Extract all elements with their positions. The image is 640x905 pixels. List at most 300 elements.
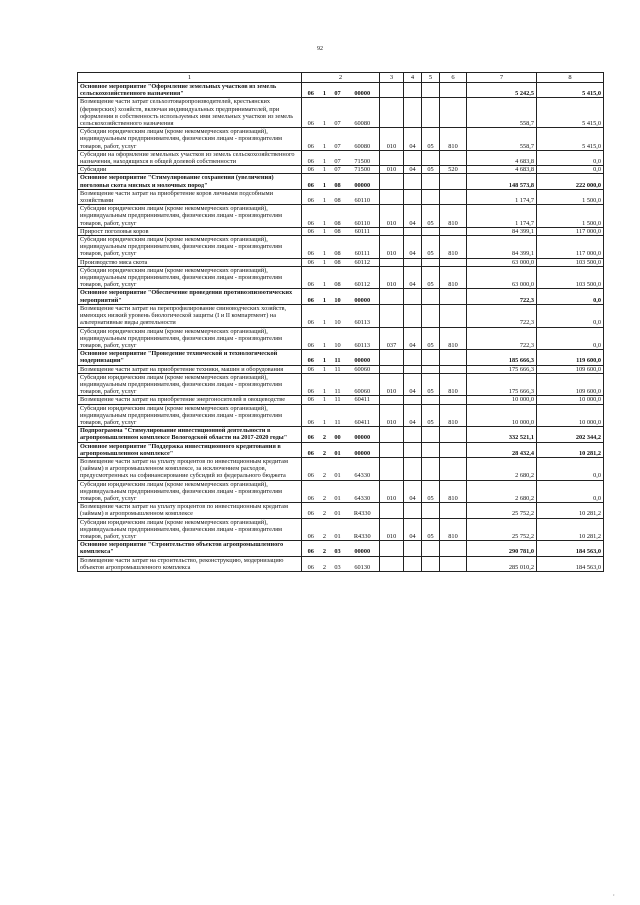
header-row xyxy=(78,73,604,83)
table-row xyxy=(78,266,604,289)
header-cell-8: 8 xyxy=(537,73,604,83)
row-name: Субсидии xyxy=(78,166,302,174)
row-name: Возмещение части затрат на приобретение энергоносителей в овощеводстве xyxy=(78,396,302,404)
expense-type-code xyxy=(380,427,404,442)
subprogram-code: 1 xyxy=(320,205,330,228)
section-code xyxy=(404,457,422,480)
subprogram-code: 2 xyxy=(320,503,330,518)
kosgu-code: 810 xyxy=(440,205,467,228)
program-code: 06 xyxy=(302,166,320,174)
table-row xyxy=(78,289,604,304)
row-name: Производство мяса скота xyxy=(78,258,302,266)
subprogram-code: 1 xyxy=(320,327,330,350)
subsection-code xyxy=(422,83,440,98)
kosgu-code: 810 xyxy=(440,373,467,396)
table-row xyxy=(78,442,604,457)
amount-col8: 10 281,2 xyxy=(537,503,604,518)
kosgu-code xyxy=(440,189,467,204)
expense-type-code xyxy=(380,457,404,480)
amount-col8: 0,0 xyxy=(537,480,604,503)
amount-col7: 25 752,2 xyxy=(467,503,537,518)
row-name: Возмещение части затрат на уплату процентов по инвестиционным кредитам (займам) в агропромышленном комплексе xyxy=(78,503,302,518)
row-name: Субсидии юридическим лицам (кроме некоммерческих организаций), индивидуальным предпринимателям, физическим лицам - производителям товаров, работ, услуг xyxy=(78,373,302,396)
expense-type-code xyxy=(380,174,404,189)
amount-col7: 4 683,8 xyxy=(467,166,537,174)
target-article-code: 00000 xyxy=(346,350,380,365)
target-article-code: 00000 xyxy=(346,174,380,189)
target-article-code: 60110 xyxy=(346,205,380,228)
table-row xyxy=(78,427,604,442)
amount-col7: 4 683,8 xyxy=(467,150,537,165)
kosgu-code xyxy=(440,503,467,518)
amount-col7: 63 000,0 xyxy=(467,266,537,289)
section-code xyxy=(404,150,422,165)
kosgu-code xyxy=(440,556,467,571)
table-row xyxy=(78,150,604,165)
kosgu-code xyxy=(440,541,467,556)
kosgu-code xyxy=(440,304,467,327)
event-code: 07 xyxy=(330,166,346,174)
section-code xyxy=(404,227,422,235)
subsection-code xyxy=(422,442,440,457)
event-code: 10 xyxy=(330,327,346,350)
expense-type-code: 010 xyxy=(380,373,404,396)
kosgu-code: 810 xyxy=(440,266,467,289)
amount-col7: 25 752,2 xyxy=(467,518,537,541)
row-name: Субсидии юридическим лицам (кроме некоммерческих организаций), индивидуальным предпринимателям, физическим лицам - производителям товаров, работ, услуг xyxy=(78,205,302,228)
expense-type-code xyxy=(380,365,404,373)
subprogram-code: 1 xyxy=(320,365,330,373)
program-code: 06 xyxy=(302,150,320,165)
event-code: 11 xyxy=(330,350,346,365)
subprogram-code: 2 xyxy=(320,442,330,457)
section-code: 04 xyxy=(404,266,422,289)
subsection-code: 05 xyxy=(422,236,440,259)
subsection-code xyxy=(422,365,440,373)
section-code xyxy=(404,350,422,365)
subsection-code: 05 xyxy=(422,404,440,427)
kosgu-code xyxy=(440,227,467,235)
target-article-code: R4330 xyxy=(346,518,380,541)
program-code: 06 xyxy=(302,396,320,404)
header-cell-3: 3 xyxy=(380,73,404,83)
kosgu-code xyxy=(440,427,467,442)
subprogram-code: 1 xyxy=(320,166,330,174)
table-row xyxy=(78,98,604,128)
subprogram-code: 1 xyxy=(320,304,330,327)
amount-col7: 558,7 xyxy=(467,128,537,151)
amount-col8: 103 500,0 xyxy=(537,266,604,289)
target-article-code: 00000 xyxy=(346,541,380,556)
table-row xyxy=(78,457,604,480)
table-row xyxy=(78,480,604,503)
target-article-code: 60411 xyxy=(346,404,380,427)
section-code xyxy=(404,556,422,571)
amount-col8: 109 600,0 xyxy=(537,373,604,396)
subsection-code xyxy=(422,189,440,204)
expense-type-code: 010 xyxy=(380,128,404,151)
row-name: Субсидии на оформление земельных участков из земель сельскохозяйственного назначения, находящихся в общей долевой собственности xyxy=(78,150,302,165)
amount-col8: 202 344,2 xyxy=(537,427,604,442)
subsection-code xyxy=(422,227,440,235)
subprogram-code: 1 xyxy=(320,227,330,235)
event-code: 03 xyxy=(330,541,346,556)
event-code: 08 xyxy=(330,227,346,235)
table-row xyxy=(78,503,604,518)
page-edge-mark: ‚ xyxy=(613,892,615,897)
event-code: 08 xyxy=(330,189,346,204)
target-article-code: 60060 xyxy=(346,373,380,396)
subsection-code xyxy=(422,427,440,442)
table-row xyxy=(78,83,604,98)
section-code xyxy=(404,258,422,266)
event-code: 07 xyxy=(330,150,346,165)
row-name: Основное мероприятие "Оформление земельных участков из земель сельскохозяйственного назначения" xyxy=(78,83,302,98)
amount-col8: 10 281,2 xyxy=(537,518,604,541)
section-code xyxy=(404,427,422,442)
expense-type-code xyxy=(380,396,404,404)
amount-col7: 332 521,1 xyxy=(467,427,537,442)
subprogram-code: 1 xyxy=(320,236,330,259)
kosgu-code xyxy=(440,442,467,457)
event-code: 08 xyxy=(330,258,346,266)
section-code xyxy=(404,396,422,404)
amount-col8: 117 000,0 xyxy=(537,227,604,235)
subsection-code xyxy=(422,541,440,556)
row-name: Возмещение части затрат на строительство, реконструкцию, модернизацию объектов агропромышленного комплекса xyxy=(78,556,302,571)
amount-col8: 1 500,0 xyxy=(537,205,604,228)
subsection-code xyxy=(422,98,440,128)
event-code: 00 xyxy=(330,427,346,442)
row-name: Субсидии юридическим лицам (кроме некоммерческих организаций), индивидуальным предпринимателям, физическим лицам - производителям товаров, работ, услуг xyxy=(78,236,302,259)
subprogram-code: 1 xyxy=(320,98,330,128)
program-code: 06 xyxy=(302,189,320,204)
kosgu-code xyxy=(440,350,467,365)
target-article-code: 60130 xyxy=(346,556,380,571)
program-code: 06 xyxy=(302,442,320,457)
table-row xyxy=(78,174,604,189)
event-code: 01 xyxy=(330,457,346,480)
table-row xyxy=(78,396,604,404)
subprogram-code: 1 xyxy=(320,128,330,151)
subsection-code: 05 xyxy=(422,266,440,289)
table-row xyxy=(78,166,604,174)
subprogram-code: 1 xyxy=(320,189,330,204)
subsection-code: 05 xyxy=(422,205,440,228)
section-code: 04 xyxy=(404,327,422,350)
program-code: 06 xyxy=(302,128,320,151)
program-code: 06 xyxy=(302,258,320,266)
subprogram-code: 1 xyxy=(320,373,330,396)
target-article-code: 64330 xyxy=(346,480,380,503)
program-code: 06 xyxy=(302,266,320,289)
amount-col8: 0,0 xyxy=(537,150,604,165)
amount-col8: 5 415,0 xyxy=(537,128,604,151)
program-code: 06 xyxy=(302,373,320,396)
event-code: 11 xyxy=(330,373,346,396)
kosgu-code: 810 xyxy=(440,236,467,259)
target-article-code: 00000 xyxy=(346,289,380,304)
header-cell-2: 2 xyxy=(302,73,380,83)
amount-col7: 5 242,5 xyxy=(467,83,537,98)
subprogram-code: 1 xyxy=(320,258,330,266)
target-article-code: R4330 xyxy=(346,503,380,518)
header-cell-6: 6 xyxy=(440,73,467,83)
amount-col7: 28 432,4 xyxy=(467,442,537,457)
amount-col8: 5 415,0 xyxy=(537,98,604,128)
amount-col7: 1 174,7 xyxy=(467,205,537,228)
program-code: 06 xyxy=(302,457,320,480)
kosgu-code: 520 xyxy=(440,166,467,174)
expense-type-code xyxy=(380,189,404,204)
event-code: 08 xyxy=(330,266,346,289)
header-cell-4: 4 xyxy=(404,73,422,83)
table-row xyxy=(78,365,604,373)
target-article-code: 60111 xyxy=(346,236,380,259)
section-code: 04 xyxy=(404,480,422,503)
program-code: 06 xyxy=(302,83,320,98)
subprogram-code: 1 xyxy=(320,266,330,289)
expense-type-code xyxy=(380,541,404,556)
expense-type-code xyxy=(380,556,404,571)
target-article-code: 60060 xyxy=(346,365,380,373)
expense-type-code: 010 xyxy=(380,266,404,289)
amount-col7: 2 680,2 xyxy=(467,457,537,480)
expense-type-code: 010 xyxy=(380,404,404,427)
amount-col8: 0,0 xyxy=(537,289,604,304)
subsection-code: 05 xyxy=(422,373,440,396)
subsection-code: 05 xyxy=(422,128,440,151)
expense-type-code xyxy=(380,442,404,457)
section-code xyxy=(404,98,422,128)
table-row xyxy=(78,128,604,151)
event-code: 03 xyxy=(330,556,346,571)
section-code: 04 xyxy=(404,236,422,259)
row-name: Субсидии юридическим лицам (кроме некоммерческих организаций), индивидуальным предпринимателям, физическим лицам - производителям товаров, работ, услуг xyxy=(78,128,302,151)
expense-type-code: 010 xyxy=(380,166,404,174)
event-code: 07 xyxy=(330,83,346,98)
kosgu-code xyxy=(440,98,467,128)
subprogram-code: 1 xyxy=(320,404,330,427)
budget-table xyxy=(77,72,604,572)
amount-col8: 184 563,0 xyxy=(537,556,604,571)
kosgu-code xyxy=(440,150,467,165)
target-article-code: 00000 xyxy=(346,427,380,442)
program-code: 06 xyxy=(302,227,320,235)
program-code: 06 xyxy=(302,236,320,259)
subprogram-code: 1 xyxy=(320,83,330,98)
expense-type-code: 037 xyxy=(380,327,404,350)
amount-col7: 290 781,0 xyxy=(467,541,537,556)
target-article-code: 71500 xyxy=(346,166,380,174)
section-code: 04 xyxy=(404,205,422,228)
row-name: Возмещение части затрат на перепрофилирование свиноводческих хозяйств, имеющих низкий уровень биологической защиты (I и II компартмент) на альтернативные виды деятельности xyxy=(78,304,302,327)
amount-col8: 103 500,0 xyxy=(537,258,604,266)
event-code: 07 xyxy=(330,128,346,151)
expense-type-code xyxy=(380,503,404,518)
subprogram-code: 1 xyxy=(320,396,330,404)
program-code: 06 xyxy=(302,174,320,189)
program-code: 06 xyxy=(302,404,320,427)
subsection-code xyxy=(422,396,440,404)
event-code: 10 xyxy=(330,289,346,304)
table-row xyxy=(78,373,604,396)
row-name: Субсидии юридическим лицам (кроме некоммерческих организаций), индивидуальным предпринимателям, физическим лицам - производителям товаров, работ, услуг xyxy=(78,266,302,289)
expense-type-code xyxy=(380,350,404,365)
section-code xyxy=(404,365,422,373)
subsection-code xyxy=(422,150,440,165)
subprogram-code: 2 xyxy=(320,457,330,480)
section-code: 04 xyxy=(404,166,422,174)
kosgu-code xyxy=(440,258,467,266)
amount-col8: 184 563,0 xyxy=(537,541,604,556)
subsection-code xyxy=(422,174,440,189)
target-article-code: 60080 xyxy=(346,128,380,151)
subsection-code xyxy=(422,556,440,571)
section-code xyxy=(404,83,422,98)
subprogram-code: 2 xyxy=(320,427,330,442)
program-code: 06 xyxy=(302,350,320,365)
section-code: 04 xyxy=(404,373,422,396)
header-cell-7: 7 xyxy=(467,73,537,83)
program-code: 06 xyxy=(302,327,320,350)
table-row xyxy=(78,304,604,327)
row-name: Прирост поголовья коров xyxy=(78,227,302,235)
subprogram-code: 1 xyxy=(320,289,330,304)
program-code: 06 xyxy=(302,556,320,571)
amount-col7: 175 666,3 xyxy=(467,373,537,396)
kosgu-code xyxy=(440,83,467,98)
section-code: 04 xyxy=(404,404,422,427)
amount-col7: 10 000,0 xyxy=(467,396,537,404)
section-code xyxy=(404,541,422,556)
expense-type-code: 010 xyxy=(380,518,404,541)
table-row xyxy=(78,258,604,266)
section-code: 04 xyxy=(404,518,422,541)
row-name: Возмещение части затрат на уплату процентов по инвестиционным кредитам (займам) в агропромышленном комплексе, за исключением расходов, предусмотренных на софинансирование субсидий из федерального бюджета xyxy=(78,457,302,480)
subprogram-code: 2 xyxy=(320,556,330,571)
kosgu-code: 810 xyxy=(440,480,467,503)
row-name: Подпрограмма "Стимулирование инвестиционной деятельности в агропромышленном комплексе Вологодской области на 2017-2020 годы" xyxy=(78,427,302,442)
amount-col8: 0,0 xyxy=(537,166,604,174)
amount-col8: 0,0 xyxy=(537,304,604,327)
row-name: Основное мероприятие "Поддержка инвестиционного кредитования в агропромышленном комплексе" xyxy=(78,442,302,457)
program-code: 06 xyxy=(302,503,320,518)
amount-col7: 722,3 xyxy=(467,327,537,350)
amount-col7: 84 399,1 xyxy=(467,227,537,235)
amount-col7: 285 010,2 xyxy=(467,556,537,571)
amount-col8: 5 415,0 xyxy=(537,83,604,98)
event-code: 08 xyxy=(330,236,346,259)
event-code: 10 xyxy=(330,304,346,327)
table-row xyxy=(78,541,604,556)
section-code xyxy=(404,289,422,304)
program-code: 06 xyxy=(302,304,320,327)
subprogram-code: 1 xyxy=(320,150,330,165)
page-number: 92 xyxy=(317,46,323,52)
amount-col7: 2 680,2 xyxy=(467,480,537,503)
subprogram-code: 2 xyxy=(320,518,330,541)
expense-type-code: 010 xyxy=(380,236,404,259)
kosgu-code xyxy=(440,457,467,480)
row-name: Субсидии юридическим лицам (кроме некоммерческих организаций), индивидуальным предпринимателям, физическим лицам - производителям товаров, работ, услуг xyxy=(78,404,302,427)
row-name: Основное мероприятие "Проведение технической и технологической модернизации" xyxy=(78,350,302,365)
target-article-code: 71500 xyxy=(346,150,380,165)
program-code: 06 xyxy=(302,365,320,373)
amount-col8: 119 600,0 xyxy=(537,350,604,365)
expense-type-code xyxy=(380,289,404,304)
table-row xyxy=(78,518,604,541)
program-code: 06 xyxy=(302,518,320,541)
subprogram-code: 1 xyxy=(320,174,330,189)
row-name: Возмещение части затрат на приобретение техники, машин и оборудования xyxy=(78,365,302,373)
row-name: Основное мероприятие "Стимулирование сохранения (увеличения) поголовья скота мясных и молочных пород" xyxy=(78,174,302,189)
event-code: 01 xyxy=(330,480,346,503)
subsection-code xyxy=(422,289,440,304)
kosgu-code xyxy=(440,174,467,189)
kosgu-code xyxy=(440,396,467,404)
section-code xyxy=(404,503,422,518)
amount-col7: 84 399,1 xyxy=(467,236,537,259)
expense-type-code xyxy=(380,227,404,235)
amount-col7: 175 666,3 xyxy=(467,365,537,373)
amount-col7: 558,7 xyxy=(467,98,537,128)
amount-col7: 63 000,0 xyxy=(467,258,537,266)
header-cell-1: 1 xyxy=(78,73,302,83)
kosgu-code xyxy=(440,289,467,304)
row-name: Субсидии юридическим лицам (кроме некоммерческих организаций), индивидуальным предпринимателям, физическим лицам - производителям товаров, работ, услуг xyxy=(78,518,302,541)
table-row xyxy=(78,556,604,571)
expense-type-code: 010 xyxy=(380,480,404,503)
event-code: 01 xyxy=(330,442,346,457)
event-code: 08 xyxy=(330,174,346,189)
target-article-code: 60110 xyxy=(346,189,380,204)
expense-type-code xyxy=(380,304,404,327)
program-code: 06 xyxy=(302,98,320,128)
subsection-code: 05 xyxy=(422,166,440,174)
kosgu-code xyxy=(440,365,467,373)
target-article-code: 00000 xyxy=(346,442,380,457)
header-cell-5: 5 xyxy=(422,73,440,83)
expense-type-code: 010 xyxy=(380,205,404,228)
target-article-code: 60113 xyxy=(346,327,380,350)
expense-type-code xyxy=(380,98,404,128)
section-code xyxy=(404,189,422,204)
amount-col7: 722,3 xyxy=(467,289,537,304)
program-code: 06 xyxy=(302,480,320,503)
table-body xyxy=(78,83,604,572)
table-row xyxy=(78,327,604,350)
event-code: 01 xyxy=(330,518,346,541)
row-name: Субсидии юридическим лицам (кроме некоммерческих организаций), индивидуальным предпринимателям, физическим лицам - производителям товаров, работ, услуг xyxy=(78,480,302,503)
row-name: Основное мероприятие "Обеспечение проведения противоэпизоотических мероприятий" xyxy=(78,289,302,304)
table-row xyxy=(78,189,604,204)
amount-col7: 1 174,7 xyxy=(467,189,537,204)
table-row xyxy=(78,236,604,259)
subsection-code: 05 xyxy=(422,518,440,541)
subsection-code xyxy=(422,457,440,480)
row-name: Основное мероприятие "Строительство объектов агропромышленного комплекса" xyxy=(78,541,302,556)
section-code xyxy=(404,442,422,457)
target-article-code: 64330 xyxy=(346,457,380,480)
section-code: 04 xyxy=(404,128,422,151)
table-row xyxy=(78,404,604,427)
target-article-code: 60080 xyxy=(346,98,380,128)
amount-col8: 117 000,0 xyxy=(537,236,604,259)
target-article-code: 60112 xyxy=(346,266,380,289)
subsection-code: 05 xyxy=(422,480,440,503)
subprogram-code: 1 xyxy=(320,350,330,365)
